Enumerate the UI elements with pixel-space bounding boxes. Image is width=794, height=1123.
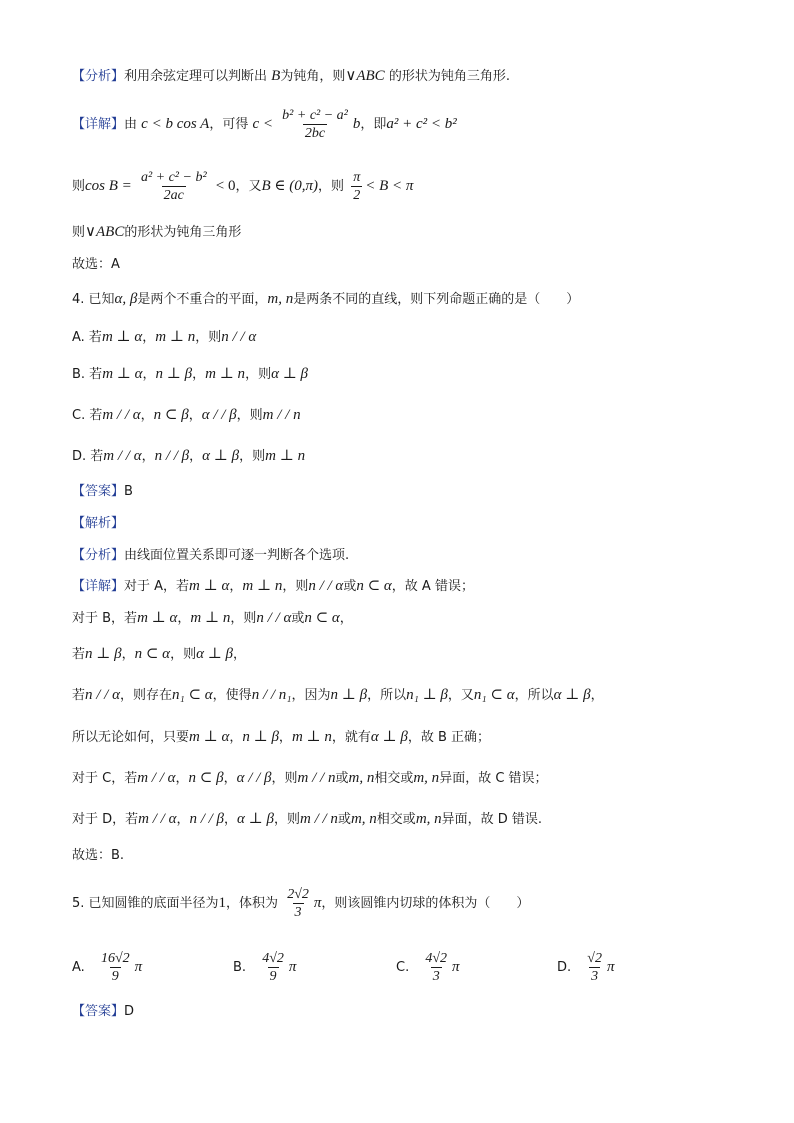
- q5-option-b: B. $\frac{4√2}{9}$ π: [233, 950, 297, 984]
- choice-line-4: 故选：B.: [72, 848, 125, 863]
- choice-line: 故选：A: [72, 257, 120, 272]
- detail-4-line-5: 所以无论如何，只要m ⊥ α，n ⊥ β，m ⊥ n，就有α ⊥ β，故 B 正确；: [72, 729, 491, 745]
- answer-5: 【答案】D: [72, 1004, 135, 1019]
- cosine-line: 则cos B = $\frac{\text{a² + c² − b²}}{2ac}$ < 0，又B ∈ (0,π)，则 $\frac{\pi}{2}$ < B < π: [72, 169, 414, 203]
- q4-option-b: B. 若m ⊥ α，n ⊥ β，m ⊥ n，则α ⊥ β: [72, 366, 309, 382]
- detail-4-line-7: 对于 D，若m / / α，n / / β，α ⊥ β，则m / / n或m, n相交或m, n异面，故 D 错误.: [72, 811, 543, 827]
- q5-option-c: C. $\frac{4√2}{3}$ π: [396, 950, 460, 984]
- detail-4-line-1: 【详解】对于 A，若m ⊥ α，m ⊥ n，则n / / α或n ⊂ α，故 A 错误；: [72, 578, 474, 594]
- q4-option-a: A. 若m ⊥ α，m ⊥ n，则n / / α: [72, 329, 257, 345]
- q4-option-d: D. 若m / / α，n / / β，α ⊥ β，则m ⊥ n: [72, 448, 306, 464]
- conclusion-line: 则∨ABC的形状为钝角三角形: [72, 224, 242, 240]
- solution-heading: 【解析】: [72, 516, 125, 531]
- analysis-4: 【分析】由线面位置关系即可逐一判断各个选项.: [72, 548, 350, 563]
- fraction: $\frac{2√2}{3}$: [287, 886, 309, 920]
- detail-4-line-4: 若n / / α，则存在n₁ ⊂ α，使得n / / n₁，因为n ⊥ β，所以n₁ ⊥ β，又n₁ ⊂ α，所以α ⊥ β，: [72, 687, 604, 703]
- q4-option-c: C. 若m / / α，n ⊂ β，α / / β，则m / / n: [72, 407, 301, 423]
- detail-4-line-3: 若n ⊥ β，n ⊂ α，则α ⊥ β，: [72, 646, 247, 662]
- fraction: $\frac{\pi}{2}$: [353, 169, 361, 203]
- question-4-stem: 4. 已知α, β是两个不重合的平面，m, n是两条不同的直线，则下列命题正确的是（ ）: [72, 291, 580, 307]
- detail-4-line-6: 对于 C，若m / / α，n ⊂ β，α / / β，则m / / n或m, n相交或m, n异面，故 C 错误；: [72, 770, 548, 786]
- detail-line: 【详解】由 c < b cos A，可得 c < $\frac{\text{b² + c² − a²}}{2bc}$ b，即a² + c² < b²: [72, 107, 457, 141]
- analysis-line: 【分析】利用余弦定理可以判断出 B为钝角，则∨ABC 的形状为钝角三角形.: [72, 68, 510, 84]
- question-5-stem: 5. 已知圆锥的底面半径为1，体积为 $\frac{2√2}{3}$ π，则该圆锥内切球的体积为（ ）: [72, 886, 530, 920]
- tag-analysis: 【分析】: [72, 69, 125, 84]
- detail-4-line-2: 对于 B，若m ⊥ α，m ⊥ n，则n / / α或n ⊂ α，: [72, 610, 353, 626]
- q5-option-d: D. $\frac{√2}{3}$ π: [557, 950, 615, 984]
- q5-option-a: A. $\frac{16√2}{9}$ π: [72, 950, 143, 984]
- fraction: $\frac{\text{a² + c² − b²}}{2ac}$: [140, 169, 207, 203]
- answer-4: 【答案】B: [72, 484, 133, 499]
- fraction: $\frac{\text{b² + c² − a²}}{2bc}$: [282, 107, 348, 141]
